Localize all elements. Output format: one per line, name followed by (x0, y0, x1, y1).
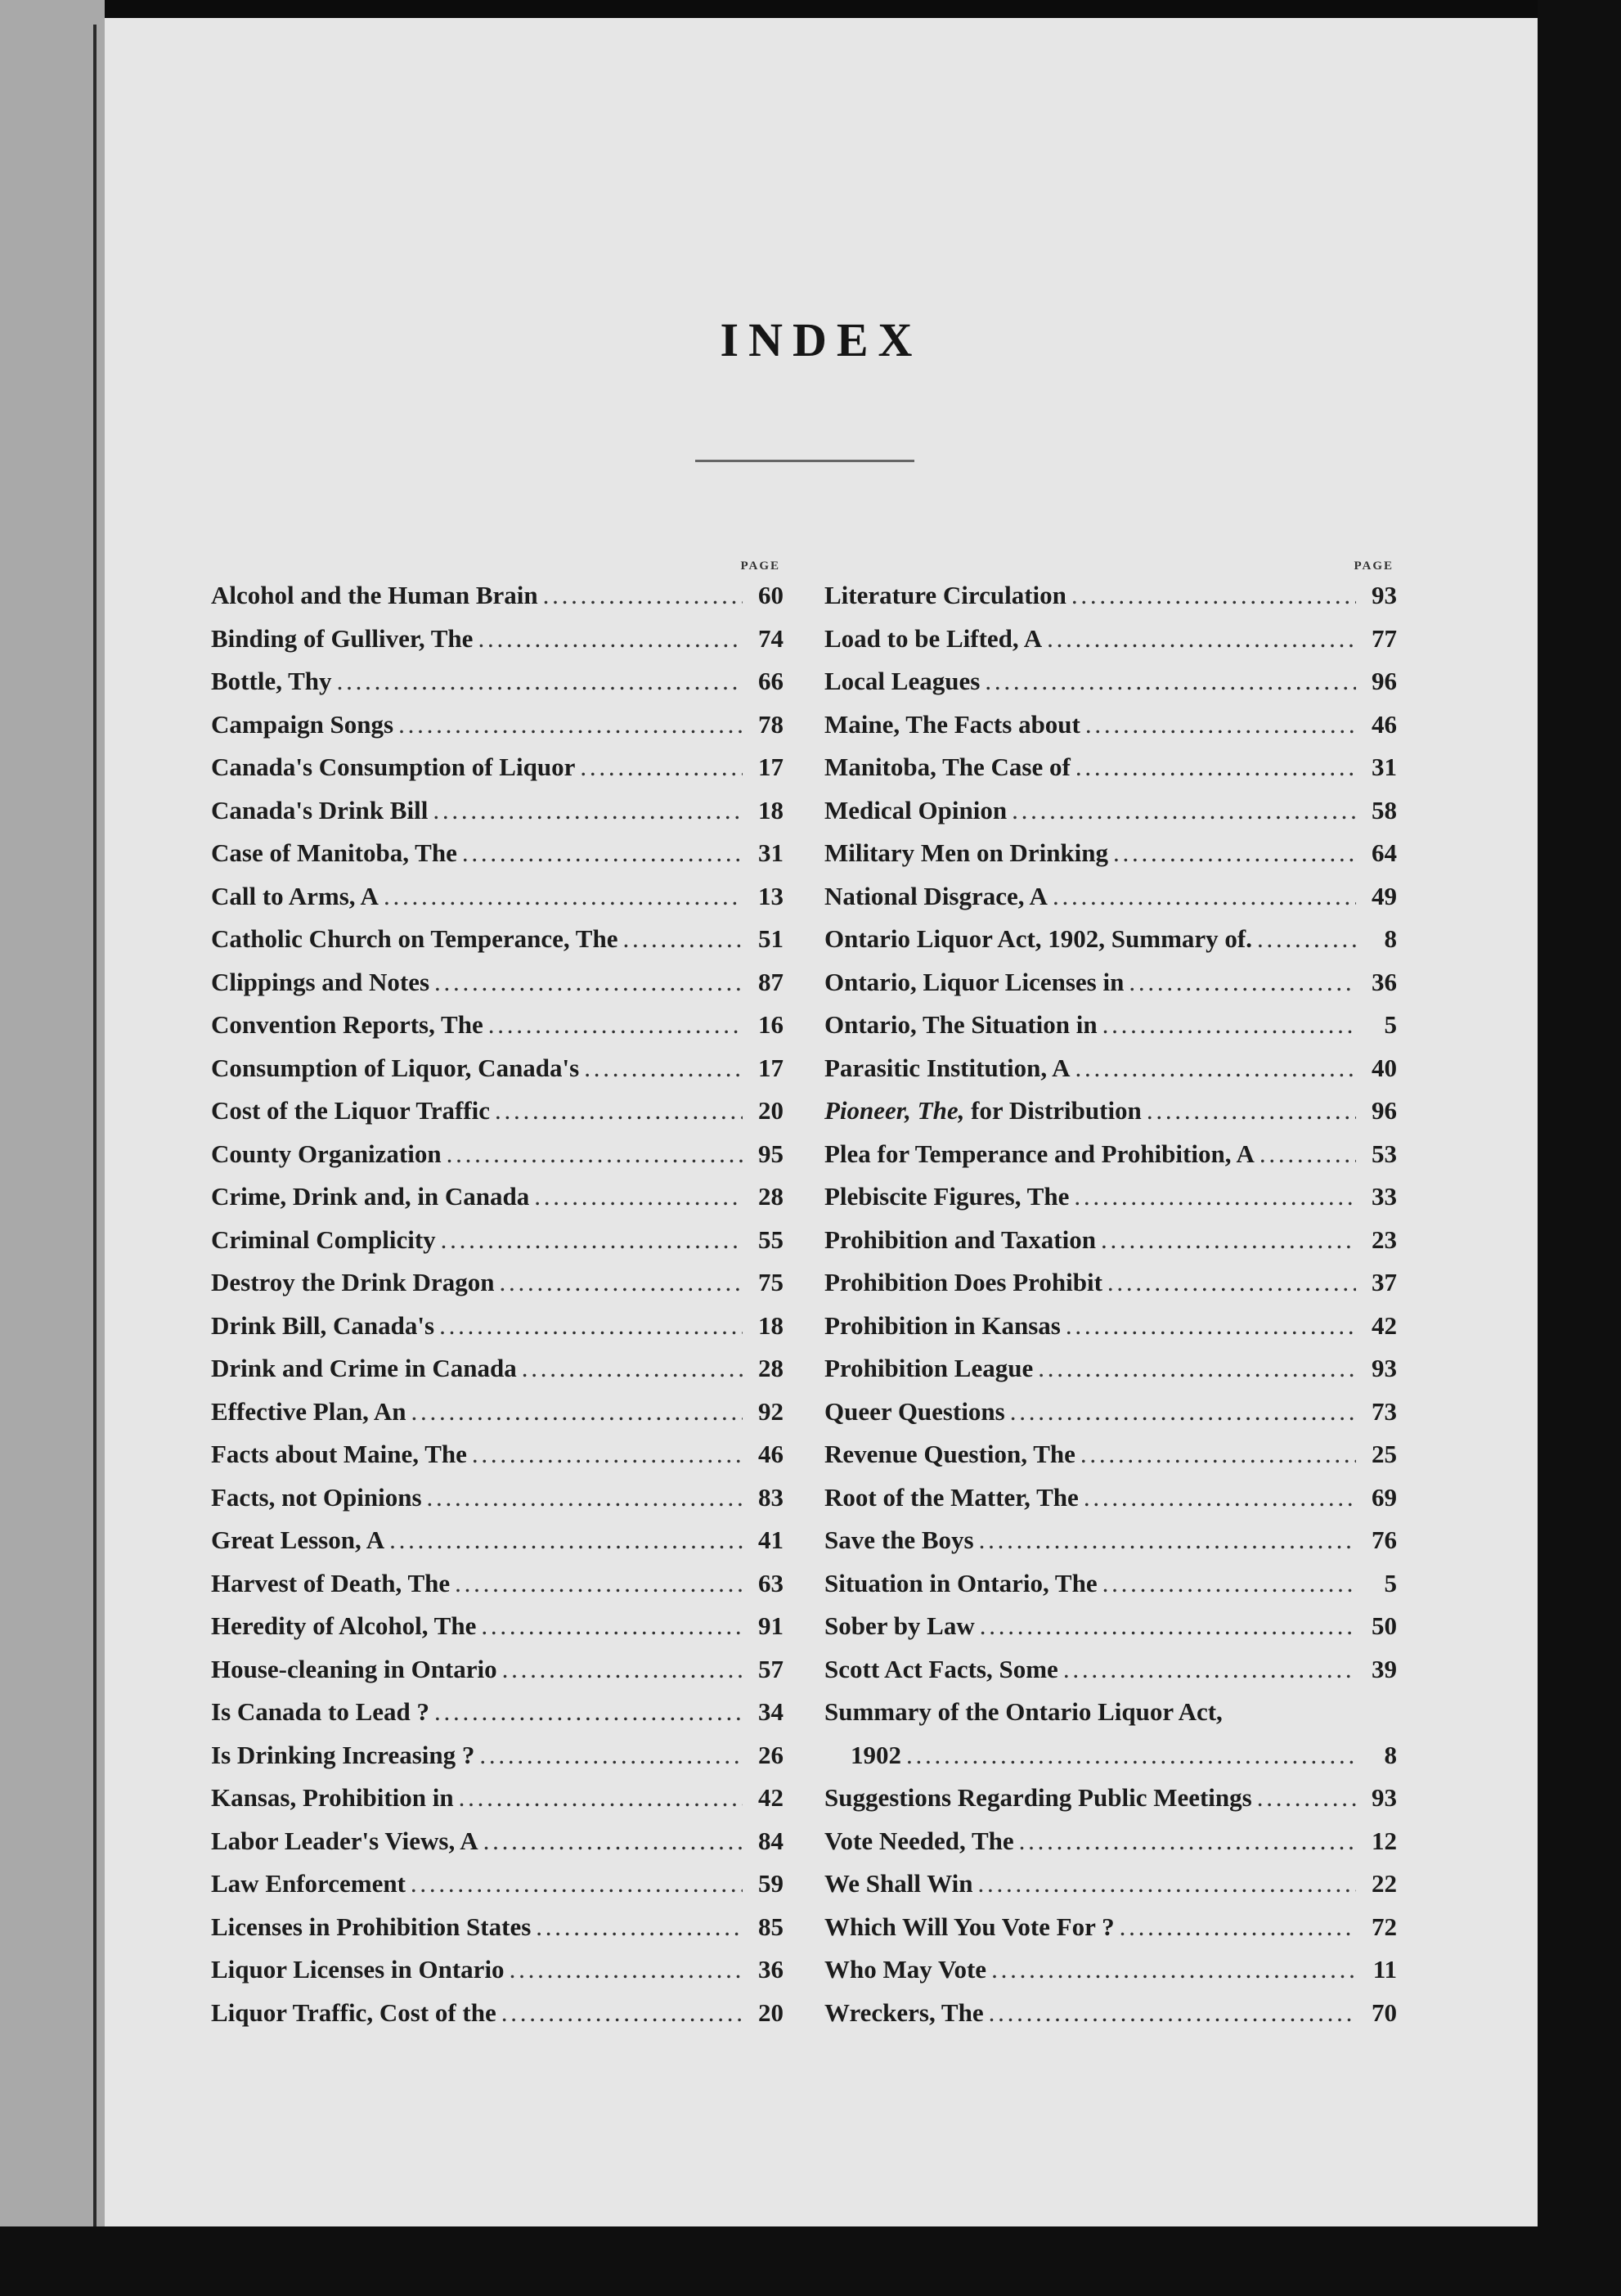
index-entry-label: Crime, Drink and, in Canada (211, 1182, 530, 1211)
index-entry-label: House-cleaning in Ontario (211, 1654, 497, 1683)
index-entry-page: 22 (1372, 1869, 1397, 1898)
index-entry-page: 93 (1372, 581, 1397, 609)
index-entry (211, 1182, 784, 1225)
index-entry-page: 31 (758, 838, 784, 867)
index-entry (824, 838, 1397, 882)
index-entry-page: 74 (758, 623, 784, 653)
dot-leader (1075, 753, 1356, 782)
index-entry (824, 1225, 1397, 1269)
dot-leader (1102, 1010, 1356, 1040)
dot-leader (462, 838, 743, 868)
index-page (105, 18, 1538, 2226)
index-entry-label (824, 1096, 1142, 1126)
index-entry (824, 1741, 1397, 1784)
index-entry (211, 1783, 784, 1826)
index-entry (824, 1182, 1397, 1225)
index-entry-page: 26 (758, 1740, 784, 1769)
index-entry (824, 581, 1397, 624)
index-entry-page: 96 (1372, 1096, 1397, 1125)
index-entry-label: Heredity of Alcohol, The (211, 1611, 477, 1640)
index-entry-page: 23 (1372, 1224, 1397, 1254)
dot-leader (1147, 1096, 1356, 1126)
index-entry-label: Medical Opinion (824, 795, 1008, 824)
index-entry (211, 924, 784, 968)
index-entry (211, 796, 784, 839)
index-entry-page: 51 (758, 924, 784, 953)
dot-leader (1038, 1354, 1356, 1383)
index-entry-page: 73 (1372, 1396, 1397, 1426)
index-entry-label: Call to Arms, A (211, 881, 379, 910)
dot-leader (411, 1397, 743, 1427)
index-entry-page: 13 (758, 881, 784, 910)
title-rule (695, 460, 914, 462)
index-entry-page: 8 (1384, 1740, 1397, 1769)
index-entry-page: 18 (758, 1310, 784, 1340)
index-entry-label: Ontario Liquor Act, 1902, Summary of. (824, 924, 1252, 953)
index-entry (211, 1655, 784, 1698)
index-entry (211, 1741, 784, 1784)
index-entry-label: Local Leagues (824, 667, 981, 695)
index-entry-page: 50 (1372, 1611, 1397, 1640)
dot-leader (441, 1225, 743, 1255)
index-entry-page: 16 (758, 1010, 784, 1039)
index-entry (824, 624, 1397, 667)
index-entry-page: 34 (758, 1697, 784, 1726)
index-entry (211, 667, 784, 710)
index-entry (824, 710, 1397, 753)
index-entry (824, 1697, 1397, 1741)
dot-leader (985, 667, 1356, 696)
index-entry-page: 5 (1384, 1010, 1397, 1039)
index-entry-label: Plea for Temperance and Prohibition, A (824, 1139, 1255, 1168)
index-entry-page: 41 (758, 1525, 784, 1554)
dot-leader (1257, 1783, 1356, 1813)
dot-leader (433, 796, 743, 825)
index-entry (824, 1054, 1397, 1097)
index-entry-page: 85 (758, 1912, 784, 1941)
index-entry-label: National Disgrace, A (824, 881, 1048, 910)
index-entry (211, 753, 784, 796)
index-entry (211, 1826, 784, 1870)
dot-leader (439, 1311, 743, 1341)
index-entry-label: Military Men on Drinking (824, 838, 1109, 867)
index-list-right (824, 581, 1397, 2041)
index-entry-label: Manitoba, The Case of (824, 753, 1071, 781)
dot-leader (495, 1096, 743, 1126)
index-entry-page: 83 (758, 1482, 784, 1512)
dot-leader (1101, 1225, 1356, 1255)
index-entry (211, 1440, 784, 1483)
index-entry (211, 1311, 784, 1355)
dot-leader (411, 1869, 743, 1898)
index-entry-page: 17 (758, 753, 784, 781)
index-entry-page: 37 (1372, 1268, 1397, 1296)
dot-leader (1084, 1483, 1356, 1512)
index-entry-page: 96 (1372, 667, 1397, 695)
dot-leader (580, 753, 743, 782)
index-entry-page: 18 (758, 795, 784, 824)
index-entry-label: We Shall Win (824, 1869, 973, 1898)
index-entry-page: 40 (1372, 1053, 1397, 1082)
index-entry-label: Literature Circulation (824, 581, 1066, 609)
dot-leader (499, 1268, 743, 1297)
index-entry-page: 64 (1372, 838, 1397, 867)
index-entry-page: 75 (758, 1268, 784, 1296)
index-entry-page: 76 (1372, 1525, 1397, 1554)
index-entry (824, 796, 1397, 839)
index-entry-label-italic: Pioneer, The, (824, 1096, 965, 1125)
index-entry-label: Convention Reports, The (211, 1010, 483, 1039)
index-entry-page: 60 (758, 581, 784, 609)
index-entry (824, 1655, 1397, 1698)
index-entry (211, 1869, 784, 1912)
dot-leader (488, 1010, 743, 1040)
index-entry-label: Campaign Songs (211, 709, 394, 739)
index-entry (824, 1010, 1397, 1054)
index-entry (824, 1525, 1397, 1569)
index-entry-label: Clippings and Notes (211, 967, 430, 996)
index-entry-page: 70 (1372, 1997, 1397, 2027)
index-entry-label-rest: for Distribution (964, 1096, 1142, 1125)
index-entry-label: Case of Manitoba, The (211, 838, 457, 867)
dot-leader (906, 1741, 1356, 1770)
index-entry-label: Prohibition Does Prohibit (824, 1268, 1102, 1296)
index-entry (824, 753, 1397, 796)
index-entry-label: Is Canada to Lead ? (211, 1697, 429, 1726)
index-entry-page: 28 (758, 1182, 784, 1211)
index-entry-label: Parasitic Institution, A (824, 1053, 1071, 1082)
index-entry-page: 28 (758, 1354, 784, 1382)
index-entry-label: Ontario, The Situation in (824, 1010, 1098, 1039)
dot-leader (478, 624, 743, 654)
dot-leader (1113, 838, 1356, 868)
index-list-left (211, 581, 784, 2041)
index-entry-label: Bottle, Thy (211, 667, 332, 695)
index-entry-label: Prohibition and Taxation (824, 1224, 1096, 1254)
index-entry-page: 63 (758, 1568, 784, 1597)
index-entry-page: 78 (758, 709, 784, 739)
index-entry (211, 1525, 784, 1569)
dot-leader (501, 1998, 743, 2028)
index-entry (211, 838, 784, 882)
index-entry-label: Drink Bill, Canada's (211, 1310, 435, 1340)
index-entry-label: Licenses in Prohibition States (211, 1912, 532, 1941)
index-entry (824, 882, 1397, 925)
dot-leader (1074, 1182, 1356, 1211)
index-entry (211, 1955, 784, 1998)
index-entry-label: Ontario, Liquor Licenses in (824, 967, 1125, 996)
index-entry-label: Liquor Licenses in Ontario (211, 1955, 505, 1984)
index-entry (824, 1569, 1397, 1612)
index-entry (824, 1955, 1397, 1998)
index-entry-page: 46 (758, 1440, 784, 1468)
page-title: INDEX (720, 313, 923, 366)
index-entry (211, 882, 784, 925)
index-column-right (824, 559, 1397, 2041)
index-entry (211, 710, 784, 753)
dot-leader (1085, 710, 1356, 739)
index-entry (211, 1611, 784, 1655)
index-entry (824, 1483, 1397, 1526)
index-entry-label: Root of the Matter, The (824, 1482, 1079, 1512)
dot-leader (1260, 1139, 1356, 1169)
index-entry (211, 1054, 784, 1097)
index-entry-page: 58 (1372, 795, 1397, 824)
dot-leader (1012, 796, 1356, 825)
dot-leader (989, 1998, 1356, 2028)
index-entry-page: 20 (758, 1997, 784, 2027)
dot-leader (522, 1354, 743, 1383)
index-entry-page: 84 (758, 1826, 784, 1855)
index-entry-page: 59 (758, 1869, 784, 1898)
index-entry-page: 87 (758, 967, 784, 996)
index-entry-label: Canada's Consumption of Liquor (211, 753, 576, 781)
index-entry-page: 95 (758, 1139, 784, 1168)
index-entry-page: 91 (758, 1611, 784, 1640)
index-entry-label: Is Drinking Increasing ? (211, 1740, 475, 1769)
index-entry (211, 1225, 784, 1269)
index-entry (824, 1611, 1397, 1655)
index-entry (211, 1998, 784, 2042)
index-entry-label: Scott Act Facts, Some (824, 1654, 1058, 1683)
index-entry-label: Facts, not Opinions (211, 1482, 422, 1512)
index-entry-label: Which Will You Vote For ? (824, 1912, 1115, 1941)
dot-leader (1063, 1655, 1356, 1684)
index-entry-label: 1902 (851, 1740, 901, 1769)
index-entry-label: Summary of the Ontario Liquor Act, (824, 1697, 1223, 1726)
index-entry-label: Prohibition League (824, 1354, 1034, 1382)
dot-leader (1071, 581, 1356, 610)
dot-leader (1257, 924, 1356, 954)
dot-leader (1129, 968, 1356, 997)
index-entry-label: Revenue Question, The (824, 1440, 1075, 1468)
dot-leader (1102, 1569, 1356, 1598)
dot-leader (536, 1912, 743, 1942)
index-entry-page: 20 (758, 1096, 784, 1125)
index-entry-page: 36 (758, 1955, 784, 1984)
scan-edge-line (93, 25, 97, 2233)
index-entry (211, 1569, 784, 1612)
index-entry (211, 1354, 784, 1397)
dot-leader (447, 1139, 743, 1169)
scan-border-bottom (0, 2226, 1621, 2296)
index-entry-label: Harvest of Death, The (211, 1568, 451, 1597)
index-entry-page: 11 (1372, 1955, 1397, 1984)
dot-leader (398, 710, 743, 739)
index-entry-page: 31 (1372, 753, 1397, 781)
dot-leader (384, 882, 743, 911)
dot-leader (1066, 1311, 1356, 1341)
index-entry (211, 581, 784, 624)
index-entry-page: 72 (1372, 1912, 1397, 1941)
index-entry-label: Wreckers, The (824, 1997, 984, 2027)
dot-leader (434, 1697, 743, 1727)
index-entry-page: 57 (758, 1654, 784, 1683)
dot-leader (459, 1783, 743, 1813)
index-entry (211, 1912, 784, 1956)
index-entry-label: Alcohol and the Human Brain (211, 581, 538, 609)
index-entry (824, 1826, 1397, 1870)
scan-border-left (0, 0, 105, 2296)
index-entry-page: 36 (1372, 967, 1397, 996)
index-entry-page: 93 (1372, 1354, 1397, 1382)
index-entry-page: 77 (1372, 623, 1397, 653)
dot-leader (1047, 624, 1356, 654)
index-column-left (211, 559, 784, 2041)
dot-leader (622, 924, 743, 954)
index-entry-label: Prohibition in Kansas (824, 1310, 1061, 1340)
index-entry (211, 1483, 784, 1526)
index-entry-page: 25 (1372, 1440, 1397, 1468)
index-entry-label: Labor Leader's Views, A (211, 1826, 478, 1855)
index-entry-page: 49 (1372, 881, 1397, 910)
index-entry (824, 1139, 1397, 1183)
index-entry (211, 624, 784, 667)
index-entry-label: Destroy the Drink Dragon (211, 1268, 495, 1296)
index-entry (824, 1096, 1397, 1139)
index-entry-page: 46 (1372, 709, 1397, 739)
index-entry-label: Catholic Church on Temperance, The (211, 924, 618, 953)
index-entry-label: Kansas, Prohibition in (211, 1783, 454, 1812)
index-entry-page: 17 (758, 1053, 784, 1082)
dot-leader (434, 968, 743, 997)
index-entry-label: County Organization (211, 1139, 442, 1168)
index-entry (211, 1397, 784, 1440)
index-entry-label: Vote Needed, The (824, 1826, 1014, 1855)
index-entry-label: Suggestions Regarding Public Meetings (824, 1783, 1252, 1812)
index-entry-label: Plebiscite Figures, The (824, 1182, 1070, 1211)
index-entry (824, 1998, 1397, 2042)
scan-border-right (1538, 0, 1621, 2296)
index-entry-label: Queer Questions (824, 1396, 1005, 1426)
dot-leader (483, 1826, 743, 1856)
index-entry (824, 1783, 1397, 1826)
index-entry (211, 1010, 784, 1054)
dot-leader (510, 1955, 743, 1984)
dot-leader (1120, 1912, 1356, 1942)
index-entry (824, 1869, 1397, 1912)
dot-leader (991, 1955, 1356, 1984)
index-entry-label: Maine, The Facts about (824, 709, 1080, 739)
dot-leader (584, 1054, 743, 1083)
dot-leader (1080, 1440, 1356, 1469)
index-entry (824, 968, 1397, 1011)
scan-border-top (0, 0, 1621, 18)
dot-leader (1019, 1826, 1356, 1856)
index-entry-label: Load to be Lifted, A (824, 623, 1043, 653)
dot-leader (534, 1182, 743, 1211)
index-entry-page: 92 (758, 1396, 784, 1426)
dot-leader (978, 1869, 1357, 1898)
index-entry-page: 93 (1372, 1783, 1397, 1812)
index-entry (211, 968, 784, 1011)
index-entry-label: Drink and Crime in Canada (211, 1354, 517, 1382)
index-entry-label: Sober by Law (824, 1611, 975, 1640)
index-entry-page: 39 (1372, 1654, 1397, 1683)
index-entry (824, 667, 1397, 710)
dot-leader (427, 1483, 743, 1512)
index-entry-label: Criminal Complicity (211, 1224, 436, 1254)
index-entry (211, 1139, 784, 1183)
index-entry-label: Binding of Gulliver, The (211, 623, 474, 653)
dot-leader (337, 667, 743, 696)
index-entry-page: 42 (758, 1783, 784, 1812)
index-entry-page: 5 (1384, 1568, 1397, 1597)
dot-leader (1075, 1054, 1356, 1083)
index-entry (824, 1440, 1397, 1483)
index-entry-label: Canada's Drink Bill (211, 795, 429, 824)
index-entry-page: 8 (1384, 924, 1397, 953)
dot-leader (1010, 1397, 1356, 1427)
index-entry (211, 1096, 784, 1139)
dot-leader (479, 1741, 743, 1770)
index-entry (824, 1311, 1397, 1355)
index-entry (824, 924, 1397, 968)
index-entry-label: Liquor Traffic, Cost of the (211, 1997, 496, 2027)
index-entry (824, 1354, 1397, 1397)
index-entry-label: Consumption of Liquor, Canada's (211, 1053, 580, 1082)
index-entry-label: Facts about Maine, The (211, 1440, 467, 1468)
index-entry-label: Great Lesson, A (211, 1525, 385, 1554)
index-entry (211, 1268, 784, 1311)
index-entry-page: 66 (758, 667, 784, 695)
dot-leader (1053, 882, 1356, 911)
dot-leader (455, 1569, 743, 1598)
index-entry-label: Effective Plan, An (211, 1396, 406, 1426)
index-entry (824, 1397, 1397, 1440)
index-entry-label: Who May Vote (824, 1955, 987, 1984)
dot-leader (389, 1525, 743, 1555)
index-entry-label: Law Enforcement (211, 1869, 406, 1898)
index-entry-page: 53 (1372, 1139, 1397, 1168)
index-entry-page: 33 (1372, 1182, 1397, 1211)
dot-leader (472, 1440, 743, 1469)
dot-leader (481, 1611, 743, 1641)
index-entry (824, 1268, 1397, 1311)
index-entry-page: 55 (758, 1224, 784, 1254)
dot-leader (543, 581, 743, 610)
index-entry (211, 1697, 784, 1741)
index-entry-page: 42 (1372, 1310, 1397, 1340)
dot-leader (980, 1611, 1356, 1641)
dot-leader (979, 1525, 1356, 1555)
page-column-header: PAGE (1354, 559, 1394, 573)
index-entry-label: Save the Boys (824, 1525, 974, 1554)
index-entry-label: Situation in Ontario, The (824, 1568, 1098, 1597)
dot-leader (502, 1655, 743, 1684)
index-entry-label: Cost of the Liquor Traffic (211, 1096, 490, 1125)
page-column-header: PAGE (740, 559, 780, 573)
index-entry (824, 1912, 1397, 1956)
dot-leader (1107, 1268, 1356, 1297)
index-entry-page: 12 (1372, 1826, 1397, 1855)
index-entry-page: 69 (1372, 1482, 1397, 1512)
